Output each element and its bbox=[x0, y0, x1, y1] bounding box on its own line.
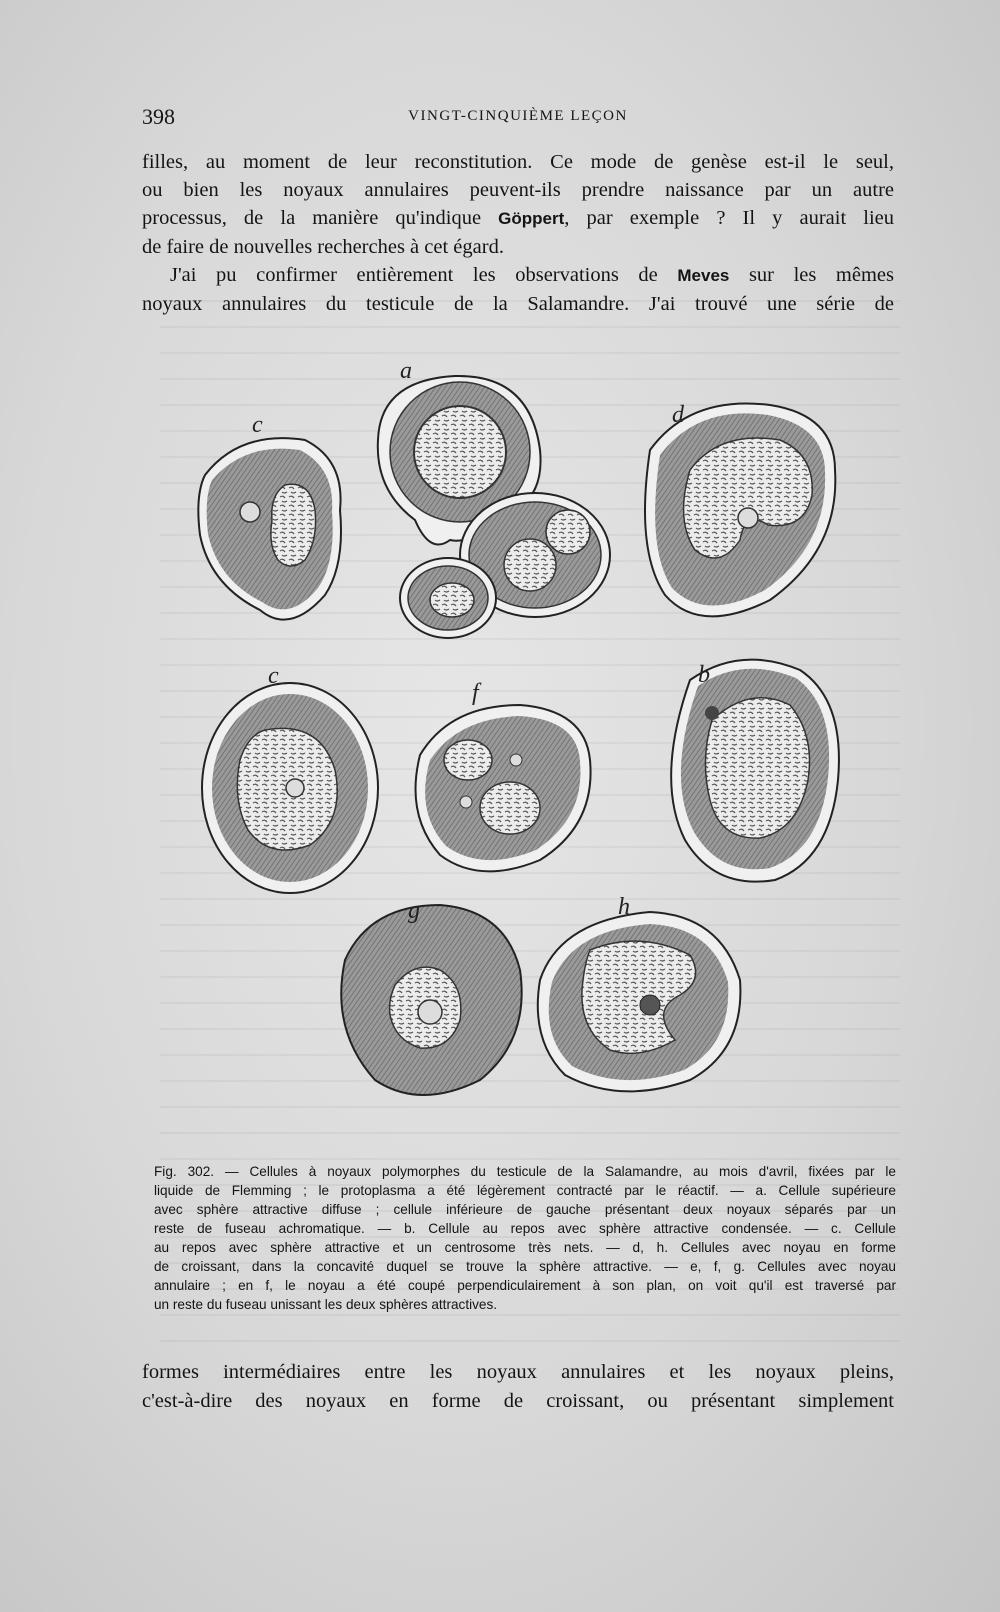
caption-line: liquide de Flemming ; le protoplasma a été légèrement contracté par le réactif. — a. Cellule supérieure bbox=[154, 1183, 896, 1198]
label-g: g bbox=[408, 898, 420, 924]
cell-g bbox=[341, 905, 521, 1095]
caption-line: au repos avec sphère attractive et un centrosome très nets. — d, h. Cellules avec noyau en forme bbox=[154, 1240, 896, 1255]
text-line: filles, au moment de leur reconstitution. Ce mode de genèse est-il le seul, bbox=[142, 151, 894, 173]
label-c-top: c bbox=[252, 412, 263, 438]
caption-line: un reste du fuseau unissant les deux sphères attractives. bbox=[154, 1297, 498, 1312]
label-b: b bbox=[698, 662, 710, 688]
label-a: a bbox=[400, 360, 412, 384]
caption-line: avec sphère attractive diffuse ; cellule inférieure de gauche présentant deux noyaux séparés par un bbox=[154, 1202, 896, 1217]
figure-caption bbox=[154, 1162, 896, 1314]
bottom-paragraph bbox=[142, 1358, 894, 1416]
page-number: 398 bbox=[142, 104, 175, 129]
cell-c-top bbox=[198, 438, 341, 619]
caption-line: reste de fuseau achromatique. — b. Cellule au repos avec sphère attractive condensée. — c. Cellule bbox=[154, 1221, 896, 1236]
cell-c-mid bbox=[202, 683, 378, 893]
text-line: processus, de la manière qu'indique Göppert, par exemple ? Il y aurait lieu bbox=[142, 207, 894, 229]
text-line: noyaux annulaires du testicule de la Salamandre. J'ai trouvé une série de bbox=[142, 293, 894, 315]
author-name-meves: Meves bbox=[677, 266, 730, 285]
cell-d bbox=[645, 403, 835, 616]
text-line: formes intermédiaires entre les noyaux annulaires et les noyaux pleins, bbox=[142, 1361, 894, 1383]
text-line: ou bien les noyaux annulaires peuvent-ils prendre naissance par un autre bbox=[142, 179, 894, 201]
page-header bbox=[142, 104, 894, 130]
caption-line: de croissant, dans la concavité duquel se trouve la sphère attractive. — e, f, g. Cellules avec noyau bbox=[154, 1259, 896, 1274]
label-h: h bbox=[618, 894, 630, 920]
figure-302 bbox=[0, 360, 1000, 1140]
cell-h bbox=[538, 912, 741, 1091]
author-name-goppert: Göppert bbox=[498, 209, 565, 228]
label-c-mid: c bbox=[268, 663, 279, 689]
running-title: VINGT-CINQUIÈME LEÇON bbox=[408, 108, 628, 124]
text-line: de faire de nouvelles recherches à cet égard. bbox=[142, 236, 504, 258]
caption-line: annulaire ; en f, le noyau a été coupé perpendiculairement à son plan, on voit qu'il est traversé par bbox=[154, 1278, 896, 1293]
text-line: J'ai pu confirmer entièrement les observations de Meves sur les mêmes bbox=[170, 264, 895, 286]
cell-b bbox=[671, 660, 839, 882]
label-d: d bbox=[672, 402, 684, 428]
cell-illustration bbox=[0, 360, 1000, 1140]
top-paragraphs bbox=[142, 148, 894, 318]
text-line: c'est-à-dire des noyaux en forme de croissant, ou présentant simplement bbox=[142, 1390, 894, 1412]
cell-f bbox=[416, 705, 591, 871]
caption-line: Fig. 302. — Cellules à noyaux polymorphes du testicule de la Salamandre, au mois d'avril, fixées par le bbox=[154, 1164, 896, 1179]
label-f: f bbox=[472, 680, 479, 706]
